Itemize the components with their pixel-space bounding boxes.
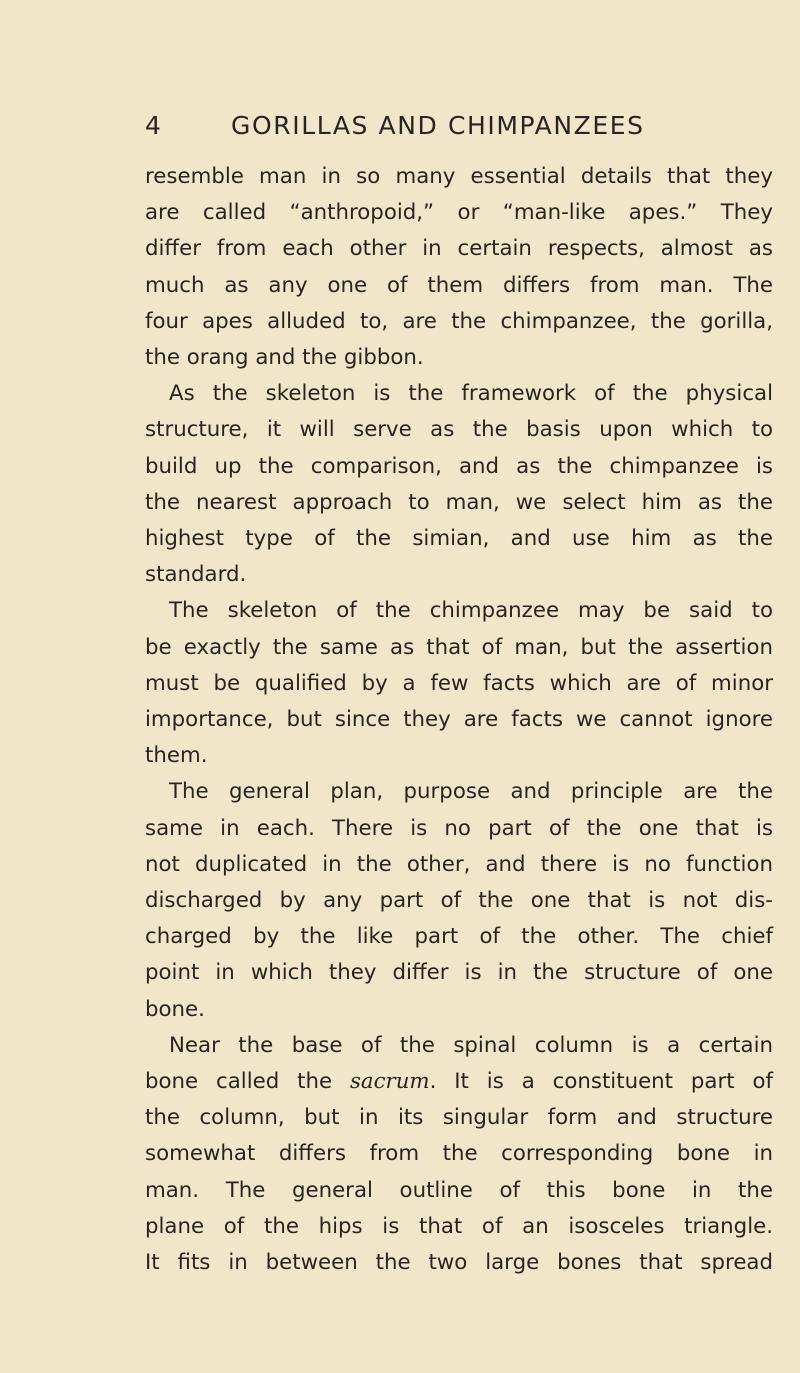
text-line: are called “anthropoid,” or “man-like apes.” They <box>145 200 773 226</box>
text-line: must be qualified by a few facts which are of minor <box>145 670 773 696</box>
text-line: It fits in between the two large bones that spread <box>145 1250 773 1276</box>
text-line: much as any one of them differs from man. The <box>145 272 773 298</box>
text-line: differ from each other in certain respects, almost as <box>145 236 773 262</box>
text-line: structure, it will serve as the basis upon which to <box>145 417 773 443</box>
text-line: As the skeleton is the framework of the physical <box>169 381 773 407</box>
text-segment: . It is a constituent part of <box>429 1069 773 1095</box>
text-line: the column, but in its singular form and structure <box>145 1105 773 1131</box>
text-line: highest type of the simian, and use him as the <box>145 526 773 552</box>
text-line: resemble man in so many essential details that they <box>145 164 773 189</box>
page-number: 4 <box>145 111 163 140</box>
text-line: bone. <box>145 996 205 1022</box>
text-line: point in which they differ is in the structure of one <box>145 960 773 986</box>
text-line: them. <box>145 743 208 769</box>
text-line: plane of the hips is that of an isosceles triangle. <box>145 1213 773 1239</box>
text-line: somewhat differs from the corresponding bone in <box>145 1141 773 1167</box>
running-title: GORILLAS AND CHIMPANZEES <box>231 111 645 140</box>
text-line: charged by the like part of the other. The chief <box>145 924 773 950</box>
text-line: Near the base of the spinal column is a certain <box>169 1032 773 1058</box>
text-line: standard. <box>145 562 247 588</box>
text-line: The general plan, purpose and principle are the <box>169 779 773 805</box>
text-line: not duplicated in the other, and there is no function <box>145 851 773 877</box>
text-line: same in each. There is no part of the one that is <box>145 815 773 841</box>
text-line: the orang and the gibbon. <box>145 345 424 371</box>
text-line: man. The general outline of this bone in the <box>145 1177 773 1203</box>
text-line: be exactly the same as that of man, but the assertion <box>145 634 773 660</box>
text-line: The skeleton of the chimpanzee may be said to <box>169 598 773 624</box>
text-line: importance, but since they are facts we cannot ignore <box>145 707 773 733</box>
text-line: discharged by any part of the one that is not dis- <box>145 888 773 914</box>
text-line <box>145 1064 773 1100</box>
text-line: the nearest approach to man, we select him as the <box>145 489 773 515</box>
text-segment: bone called the <box>145 1069 350 1095</box>
body-text <box>145 159 773 1281</box>
text-line: four apes alluded to, are the chimpanzee, the gorilla, <box>145 308 773 334</box>
text-line: build up the comparison, and as the chimpanzee is <box>145 453 773 479</box>
italic-term: sacrum <box>349 1069 430 1095</box>
running-head <box>145 111 770 147</box>
